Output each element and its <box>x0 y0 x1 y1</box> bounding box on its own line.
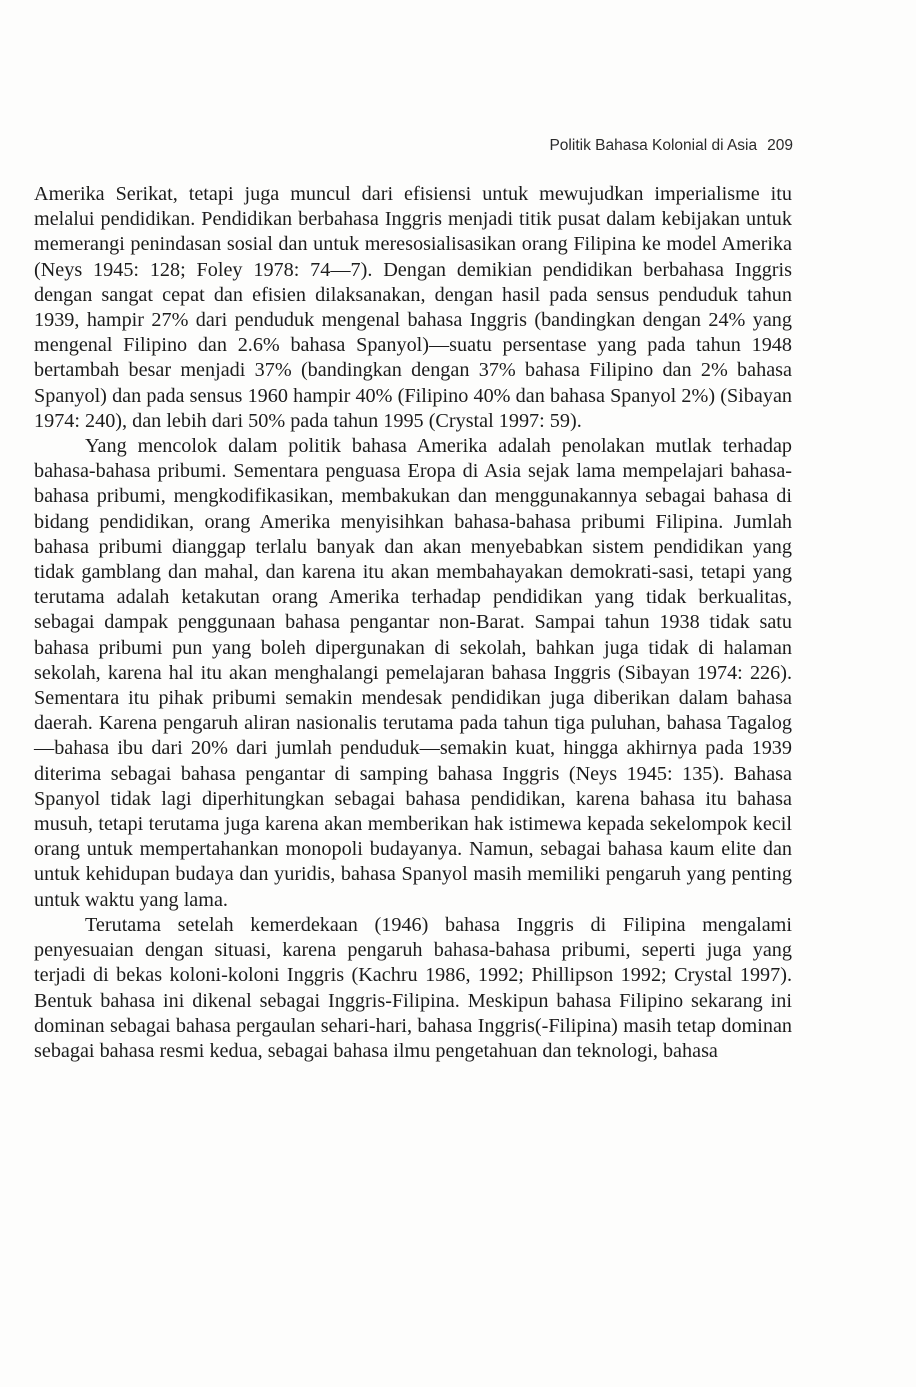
running-header <box>500 137 793 155</box>
body-text <box>34 182 792 1064</box>
page-number: 209 <box>767 137 793 154</box>
paragraph-3: Terutama setelah kemerdekaan (1946) bahasa Inggris di Filipina mengalami penyesuaian dengan situasi, karena pengaruh bahasa-bahasa pribumi, seperti juga yang terjadi di bekas koloni-koloni Inggris (Kachru 1986, 1992; Phillipson 1992; Crystal 1997). Bentuk bahasa ini dikenal sebagai Inggris-Filipina. Meskipun bahasa Filipino sekarang ini dominan sebagai bahasa pergaulan sehari-hari, bahasa Inggris(-Filipina) masih tetap dominan sebagai bahasa resmi kedua, sebagai bahasa ilmu pengetahuan dan teknologi, bahasa <box>34 913 792 1062</box>
paragraph-2: Yang mencolok dalam politik bahasa Amerika adalah penolakan mutlak terhadap bahasa-bahasa pribumi. Sementara penguasa Eropa di Asia sejak lama mempelajari bahasa-bahasa pribumi, mengkodifikasikan, membakukan dan menggunakannya sebagai bahasa di bidang pendidikan, orang Amerika menyisihkan bahasa-bahasa pribumi Filipina. Jumlah bahasa pribumi dianggap terlalu banyak dan akan menyebabkan sistem pendidikan yang tidak gamblang dan mahal, dan karena itu akan membahayakan demokrati-sasi, tetapi yang terutama adalah ketakutan orang Amerika terhadap pendidikan yang tidak berkualitas, sebagai dampak penggunaan bahasa pengantar non-Barat. Sampai tahun 1938 tidak satu bahasa pribumi pun yang boleh dipergunakan di sekolah, bahkan juga tidak di halaman sekolah, karena hal itu akan menghalangi pemelajaran bahasa Inggris (Sibayan 1974: 226). Sementara itu pihak pribumi semakin mendesak pendidikan juga diberikan dalam bahasa daerah. Karena pengaruh aliran nasionalis terutama pada tahun tiga puluhan, bahasa Tagalog—bahasa ibu dari 20% dari jumlah penduduk—semakin kuat, hingga akhirnya pada 1939 diterima sebagai bahasa pengantar di samping bahasa Inggris (Neys 1945: 135). Bahasa Spanyol tidak lagi diperhitungkan sebagai bahasa pendidikan, karena bahasa itu bahasa musuh, tetapi terutama juga karena akan memberikan hak istimewa kepada sekelompok kecil orang untuk mempertahankan monopoli budayanya. Namun, sebagai bahasa kaum elite dan untuk kehidupan budaya dan yuridis, bahasa Spanyol masih memiliki pengaruh yang penting untuk waktu yang lama. <box>34 435 792 911</box>
paragraph-1: Amerika Serikat, tetapi juga muncul dari efisiensi untuk mewujudkan imperialisme itu melalui pendidikan. Pendidikan berbahasa Inggris menjadi titik pusat dalam kebijakan untuk memerangi penindasan sosial dan untuk meresosialisasikan orang Filipina ke model Amerika (Neys 1945: 128; Foley 1978: 74—7). Dengan demikian pendidikan berbahasa Inggris dengan sangat cepat dan efisien dilaksanakan, dengan hasil pada sensus penduduk tahun 1939, hampir 27% dari penduduk mengenal bahasa Inggris (bandingkan dengan 24% yang mengenal Filipino dan 2.6% bahasa Spanyol)—suatu persentase yang pada tahun 1948 bertambah besar menjadi 37% (bandingkan dengan 37% bahasa Filipino dan 2% bahasa Spanyol) dan pada sensus 1960 hampir 40% (Filipino 40% dan bahasa Spanyol 2%) (Sibayan 1974: 240), dan lebih dari 50% pada tahun 1995 (Crystal 1997: 59). <box>34 183 792 432</box>
running-header-title: Politik Bahasa Kolonial di Asia <box>549 137 758 154</box>
